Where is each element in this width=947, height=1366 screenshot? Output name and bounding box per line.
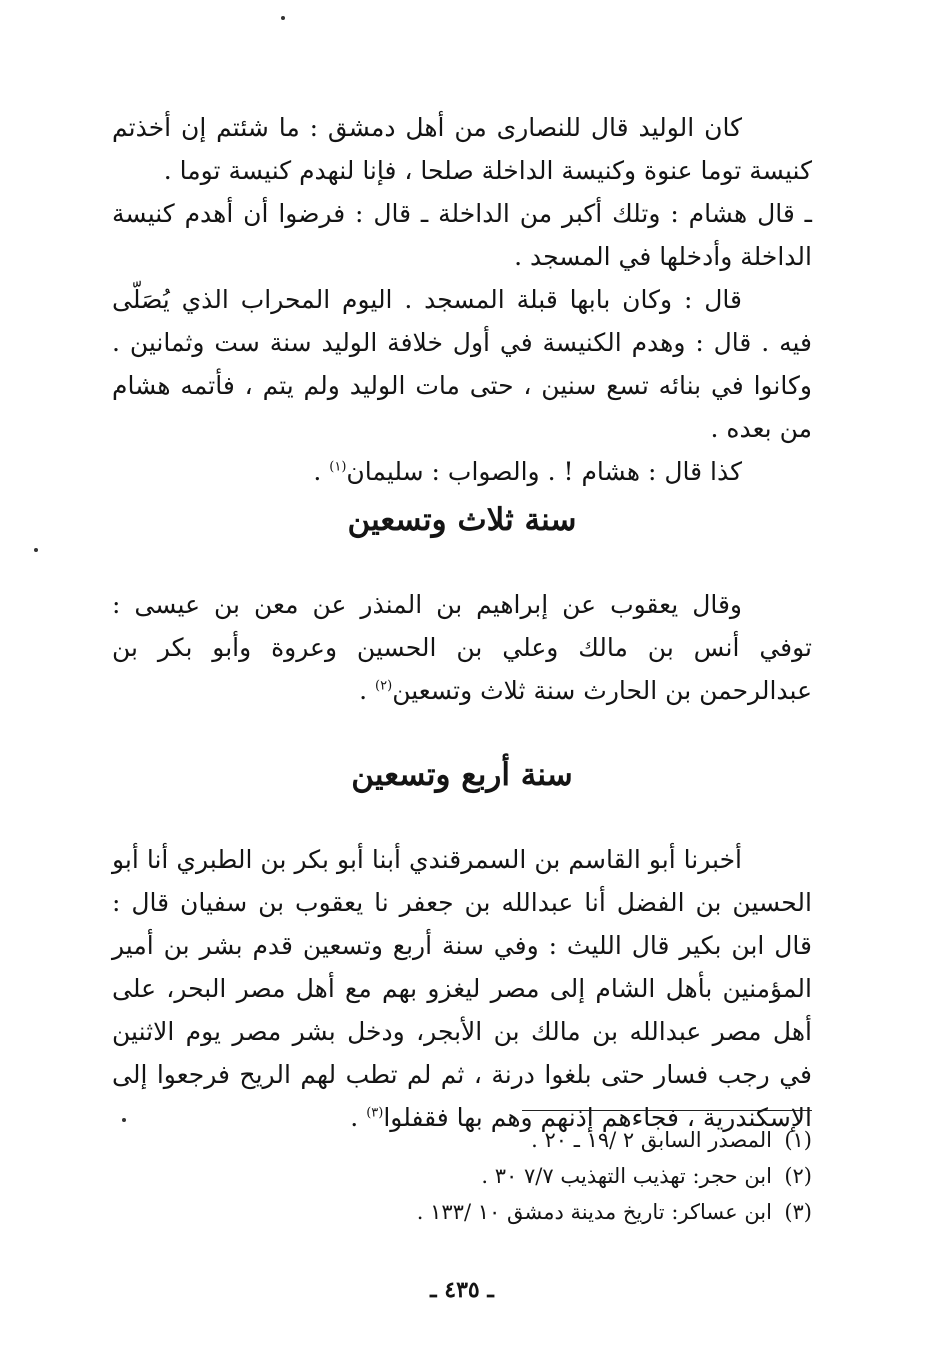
footnote-ref-3: (٣) bbox=[366, 1105, 384, 1121]
paragraph-mihrab: قال : وكان بابها قبلة المسجد . اليوم المحراب الذي يُصَلّى فيه . قال : وهدم الكنيسة في أول خلافة الوليد سنة ست وثمانين . وكانوا في بنائه تسع سنين ، حتى مات الوليد ولم يتم ، فأتمه هشام من بعده . bbox=[112, 285, 812, 443]
year-94-text: أخبرنا أبو القاسم بن السمرقندي أبنا أبو بكر بن الطبري أنا أبو الحسين بن الفضل أنا عبدالله بن جعفر نا يعقوب بن سفيان قال : قال ابن بكير قال الليث : وفي سنة أربع وتسعين قدم بشر بن أمير المؤمنين بأهل الشام إلى مصر ليغزو بهم مع أهل مصر البحر، على أهل مصر عبدالله بن مالك بن الأبجر، ودخل بشر مصر يوم الاثنين في رجب فسار حتى بلغوا درنة ، ثم لم تطب لهم الريح فرجعوا إلى الإسكندرية ، فجاءهم إذنهم وهم بها فقفلوا bbox=[112, 845, 812, 1132]
footnote-ref-1: (١) bbox=[329, 459, 347, 475]
footnote-separator bbox=[522, 1110, 812, 1111]
section-heading-year-93: سنة ثلاث وتسعين bbox=[347, 502, 577, 538]
footnote-1 bbox=[112, 1122, 812, 1158]
footnote-2 bbox=[112, 1158, 812, 1194]
paragraph-hisham-statement: ـ قال هشام : وتلك أكبر من الداخلة ـ قال : فرضوا أن أهدم كنيسة الداخلة وأدخلها في المسجد . bbox=[112, 199, 812, 271]
year-94-text-block bbox=[112, 838, 812, 1139]
footnote-text: ابن حجر: تهذيب التهذيب ٧/٧ ٣٠ . bbox=[481, 1164, 772, 1188]
footnote-text: ابن عساكر: تاريخ مدينة دمشق ١٠ /١٣٣ . bbox=[416, 1200, 772, 1224]
scan-speck bbox=[281, 16, 285, 20]
footnote-3 bbox=[112, 1194, 812, 1230]
page-number: ـ ٤٣٥ ـ bbox=[430, 1277, 494, 1303]
footnote-number: (٢) bbox=[784, 1164, 812, 1188]
correction-tail: . bbox=[313, 457, 330, 486]
year-93-tail: . bbox=[359, 676, 376, 705]
paragraph-correction bbox=[112, 450, 812, 493]
year-93-text: وقال يعقوب عن إبراهيم بن المنذر عن معن بن عيسى : توفي أنس بن مالك وعلي بن الحسين وعروة وأبو بكر بن عبدالرحمن بن الحارث سنة ثلاث وتسعين bbox=[112, 590, 812, 705]
correction-text: كذا قال : هشام ! . والصواب : سليمان bbox=[346, 457, 742, 486]
footnotes-block bbox=[112, 1122, 812, 1230]
book-page bbox=[112, 0, 812, 1366]
paragraph-church-deal: كان الوليد قال للنصارى من أهل دمشق : ما شئتم إن أخذتم كنيسة توما عنوة وكنيسة الداخلة صلحا ، فإنا لنهدم كنيسة توما . bbox=[112, 113, 812, 185]
footnote-number: (٣) bbox=[784, 1200, 812, 1224]
opening-text-block bbox=[112, 106, 812, 493]
footnote-number: (١) bbox=[784, 1128, 812, 1152]
section-heading-year-94: سنة أربع وتسعين bbox=[351, 757, 573, 793]
paragraph-year-93 bbox=[112, 583, 812, 712]
scan-speck bbox=[34, 548, 38, 552]
footnote-ref-2: (٢) bbox=[375, 678, 393, 694]
footnote-text: المصدر السابق ٢ /١٩ ـ ٢٠ . bbox=[531, 1128, 772, 1152]
year-94-tail: . bbox=[350, 1103, 367, 1132]
scan-speck bbox=[122, 1118, 126, 1122]
year-93-text-block bbox=[112, 583, 812, 712]
paragraph-year-94 bbox=[112, 838, 812, 1139]
